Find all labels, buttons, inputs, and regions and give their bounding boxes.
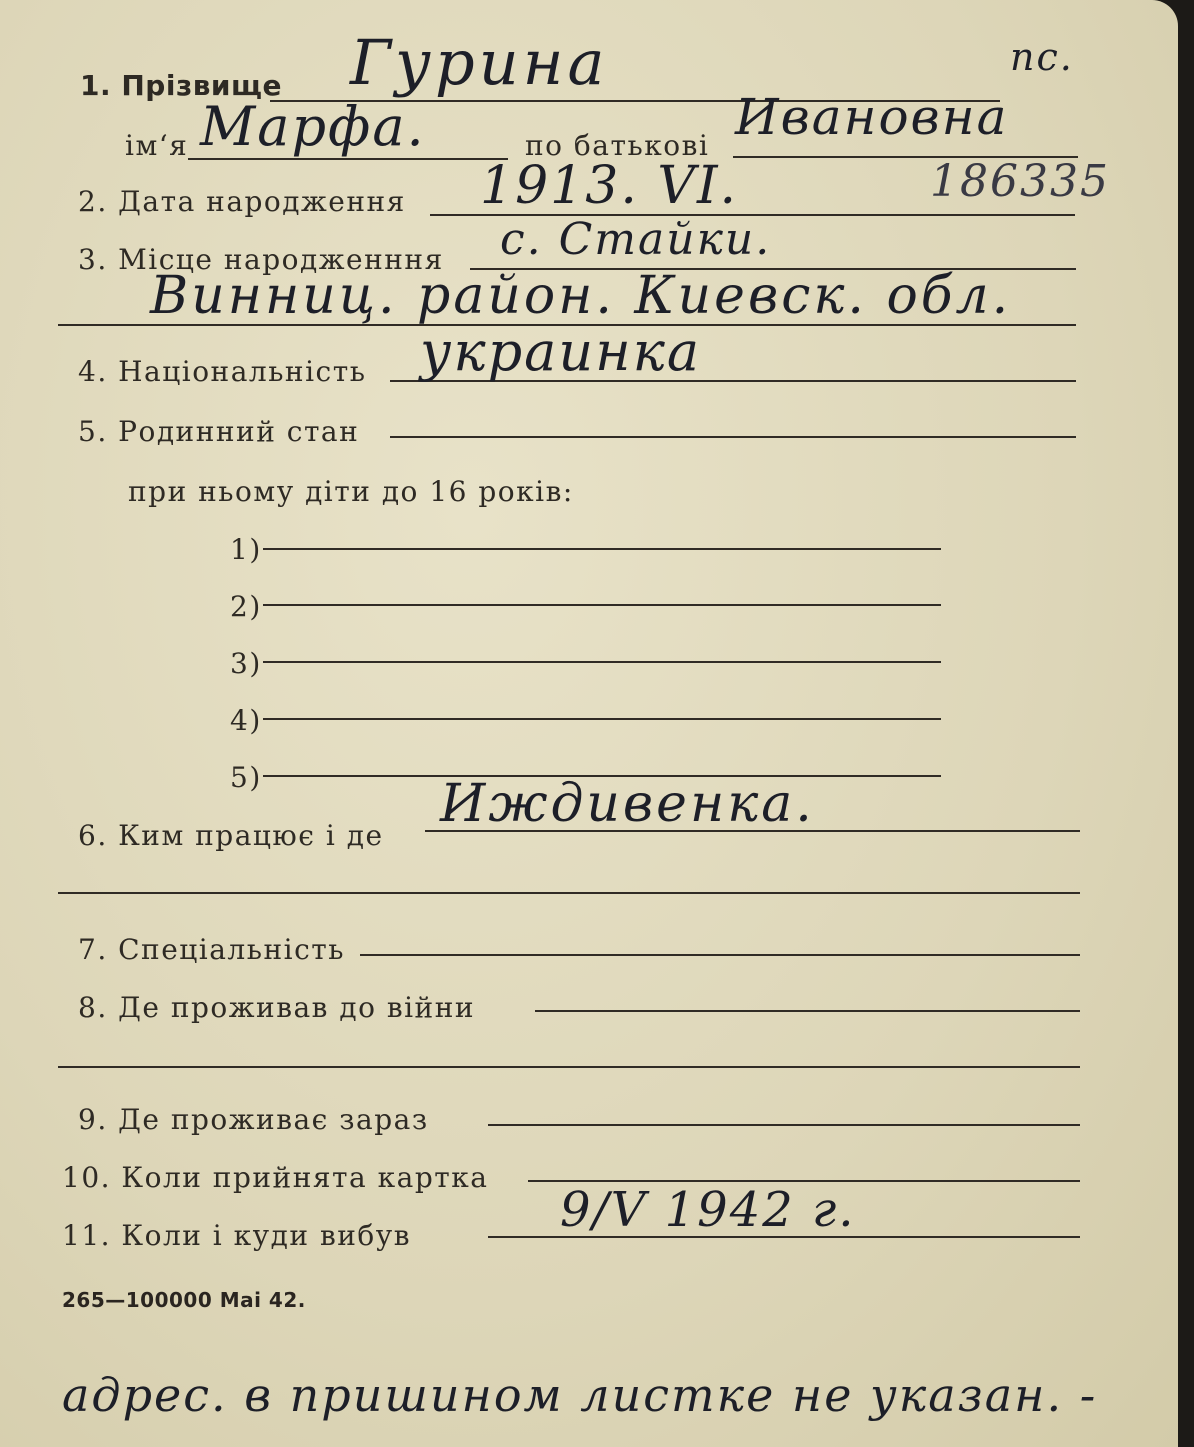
child-1-label: 1): [230, 533, 262, 566]
child-3-label: 3): [230, 647, 262, 680]
child-1-line: [263, 548, 941, 550]
patronymic-handwriting: Ивановна: [735, 88, 1009, 146]
label-prewar-residence: 8. Де проживав до війни: [78, 991, 476, 1024]
first-name-line: [188, 158, 508, 160]
label-employment: 6. Ким працює і де: [78, 819, 384, 852]
marital-status-line: [390, 436, 1076, 438]
corner-note-handwriting: пс.: [1010, 35, 1074, 79]
child-4-line: [263, 718, 941, 720]
employment-line-2: [58, 892, 1080, 894]
label-children: при ньому діти до 16 років:: [128, 475, 574, 508]
prewar-residence-line-2: [58, 1066, 1080, 1068]
child-2-label: 2): [230, 590, 262, 623]
label-specialty: 7. Спеціальність: [78, 933, 345, 966]
child-5-label: 5): [230, 761, 262, 794]
prewar-residence-line: [535, 1010, 1080, 1012]
label-surname: 1. Прізвище: [80, 69, 282, 102]
printer-mark: 265—100000 Mai 42.: [62, 1288, 306, 1312]
child-4-label: 4): [230, 704, 262, 737]
specialty-line: [360, 954, 1080, 956]
footnote-handwriting: адрес. в пришином листке не указан. -: [62, 1368, 1098, 1422]
birth-place-region-handwriting: Винниц. район. Киевск. обл.: [150, 266, 1012, 326]
surname-handwriting: Гурина: [350, 26, 609, 99]
label-birth-date: 2. Дата народження: [78, 185, 406, 218]
label-current-residence: 9. Де проживає зараз: [78, 1103, 429, 1136]
number-handwriting: 186335: [930, 156, 1110, 207]
label-marital-status: 5. Родинний стан: [78, 415, 360, 448]
current-residence-line: [488, 1124, 1080, 1126]
label-departure: 11. Коли і куди вибув: [62, 1219, 411, 1252]
label-nationality: 4. Національність: [78, 355, 367, 388]
label-birth-place: 3. Місце народженння: [78, 243, 444, 276]
first-name-handwriting: Марфа.: [200, 95, 426, 158]
birth-place-village-handwriting: с. Стайки.: [500, 214, 772, 265]
departure-handwriting: 9/V 1942 г.: [560, 1182, 856, 1238]
birth-date-handwriting: 1913. VI.: [480, 156, 739, 216]
occupation-handwriting: Иждивенка.: [440, 774, 815, 834]
child-3-line: [263, 661, 941, 663]
label-patronymic: по батькові: [525, 129, 710, 162]
label-first-name: ім‘я: [125, 129, 189, 162]
nationality-handwriting: украинка: [420, 320, 702, 383]
child-2-line: [263, 604, 941, 606]
label-card-accepted: 10. Коли прийнята картка: [62, 1161, 489, 1194]
